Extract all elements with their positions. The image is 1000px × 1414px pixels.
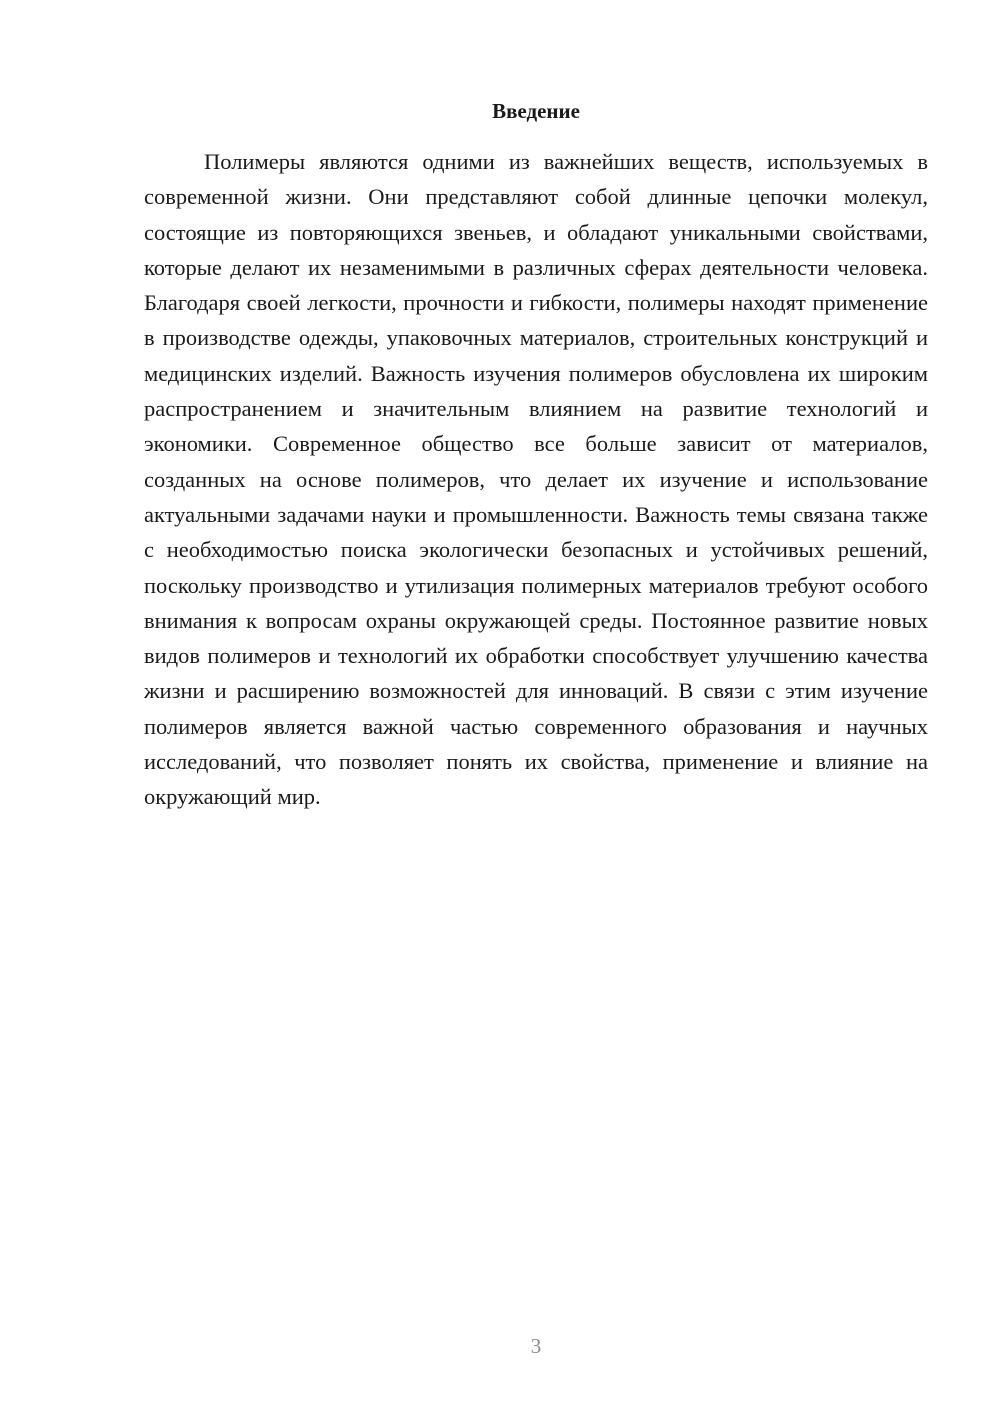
body-paragraph: Полимеры являются одними из важнейших веществ, используемых в современной жизни. Они представляют собой длинные цепочки молекул, состоящие из повторяющихся звеньев, и обладают уникальными свойствами, которые делают их незаменимыми в различных сферах деятельности человека. Благодаря своей легкости, прочности и гибкости, полимеры находят применение в производстве одежды, упаковочных материалов, строительных конструкций и медицинских изделий. Важность изучения полимеров обусловлена их широким распространением и значительным влиянием на развитие технологий и экономики. Современное общество все больше зависит от материалов, созданных на основе полимеров, что делает их изучение и использование актуальными задачами науки и промышленности. Важность темы связана также с необходимостью поиска экологически безопасных и устойчивых решений, поскольку производство и утилизация полимерных материалов требуют особого внимания к вопросам охраны окружающей среды. Постоянное развитие новых видов полимеров и технологий их обработки способствует улучшению качества жизни и расширению возможностей для инноваций. В связи с этим изучение полимеров является важной частью современного образования и научных исследований, что позволяет понять их свойства, применение и влияние на окружающий мир. [144,149,928,810]
page-number: 3 [530,1334,542,1358]
section-title: Введение [492,99,580,123]
